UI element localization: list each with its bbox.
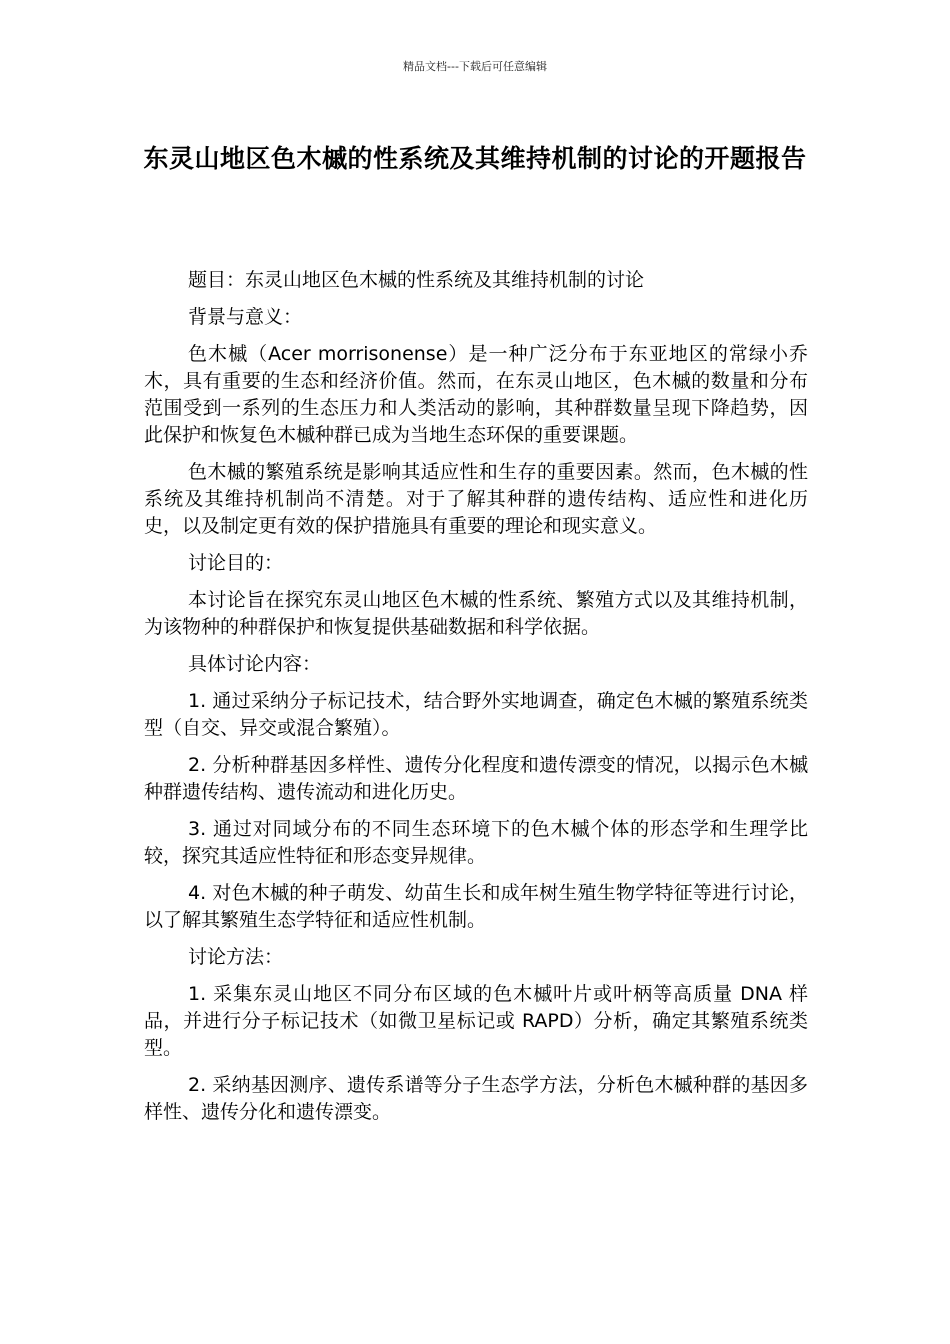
heading-purpose: 讨论目的： xyxy=(188,552,284,574)
header-note: 精品文档---下载后可任意编辑 xyxy=(403,60,547,73)
heading-background: 背景与意义： xyxy=(188,306,303,328)
document-body xyxy=(144,267,808,1136)
document-title: 东灵山地区色木槭的性系统及其维持机制的讨论的开题报告 xyxy=(143,144,807,173)
heading-methods: 讨论方法： xyxy=(188,946,284,968)
paragraph-topic: 题目：东灵山地区色木槭的性系统及其维持机制的讨论 xyxy=(188,269,645,291)
method-item-2: 2. 采纳基因测序、遗传系谱等分子生态学方法，分析色木槭种群的基因多样性、遗传分化和遗传漂变。 xyxy=(144,1074,808,1123)
content-item-3: 3. 通过对同域分布的不同生态环境下的色木槭个体的形态学和生理学比较，探究其适应性特征和形态变异规律。 xyxy=(144,818,808,867)
method-item-1: 1. 采集东灵山地区不同分布区域的色木槭叶片或叶柄等高质量 DNA 样品，并进行分子标记技术（如微卫星标记或 RAPD）分析，确定其繁殖系统类型。 xyxy=(144,983,808,1059)
heading-content: 具体讨论内容： xyxy=(188,653,322,675)
content-item-4: 4. 对色木槭的种子萌发、幼苗生长和成年树生殖生物学特征等进行讨论，以了解其繁殖生态学特征和适应性机制。 xyxy=(144,882,808,931)
content-item-1: 1. 通过采纳分子标记技术，结合野外实地调查，确定色木槭的繁殖系统类型（自交、异交或混合繁殖）。 xyxy=(144,690,808,739)
content-item-2: 2. 分析种群基因多样性、遗传分化程度和遗传漂变的情况，以揭示色木槭种群遗传结构、遗传流动和进化历史。 xyxy=(144,754,808,803)
paragraph-background-1: 色木槭（Acer morrisonense）是一种广泛分布于东亚地区的常绿小乔木，具有重要的生态和经济价值。然而，在东灵山地区，色木槭的数量和分布范围受到一系列的生态压力和人类活动的影响，其种群数量呈现下降趋势，因此保护和恢复色木槭种群已成为当地生态环保的重要课题。 xyxy=(144,343,808,446)
paragraph-purpose: 本讨论旨在探究东灵山地区色木槭的性系统、繁殖方式以及其维持机制，为该物种的种群保护和恢复提供基础数据和科学依据。 xyxy=(144,589,808,638)
paragraph-background-2: 色木槭的繁殖系统是影响其适应性和生存的重要因素。然而，色木槭的性系统及其维持机制尚不清楚。对于了解其种群的遗传结构、适应性和进化历史，以及制定更有效的保护措施具有重要的理论和现实意义。 xyxy=(144,461,808,537)
